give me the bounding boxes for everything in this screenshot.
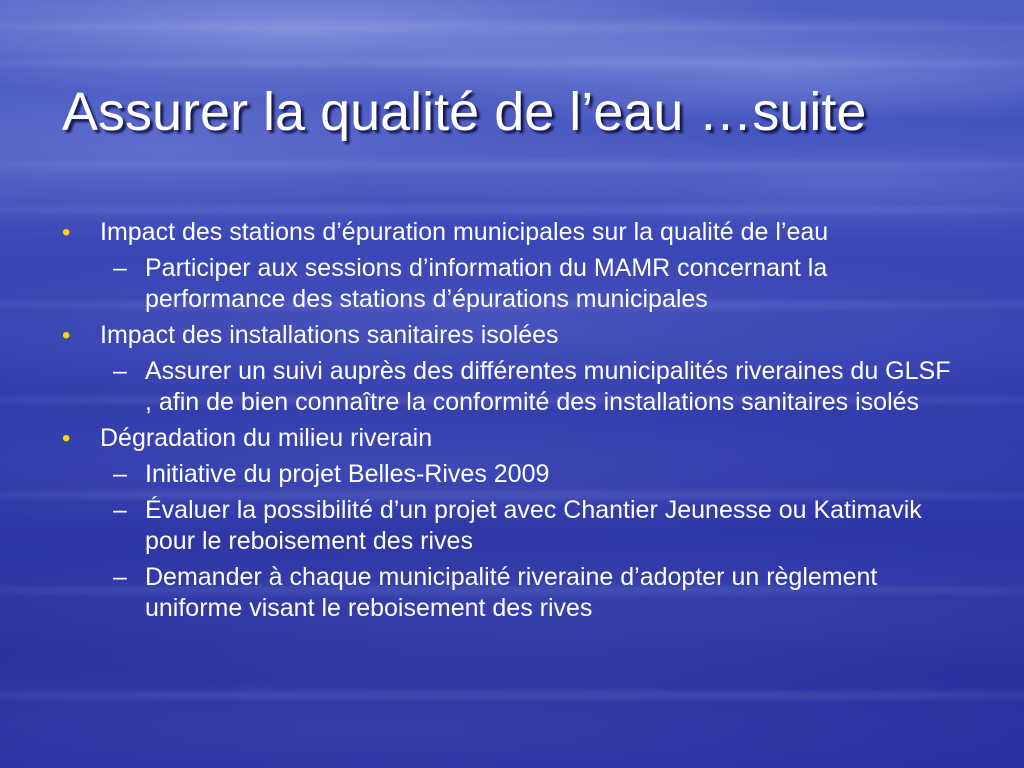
sub-bullet-text: Initiative du projet Belles-Rives 2009 [145,460,550,488]
sub-bullet-text: Évaluer la possibilité d’un projet avec Chantier Jeunesse ou Katimavik pour le reboisement des rives [145,496,922,555]
sub-bullet-item [58,495,958,557]
bullet-icon: • [62,425,71,452]
water-texture [0,690,1024,700]
sub-bullet-item [58,356,958,418]
dash-icon: – [113,563,127,591]
bullet-icon: • [62,322,71,349]
slide-title: Assurer la qualité de l’eau …suite [62,82,867,142]
sub-bullet-item [58,459,958,490]
bullet-item [58,423,958,454]
bullet-text: Impact des installations sanitaires isolées [100,321,559,349]
bullet-icon: • [62,219,71,246]
water-texture [0,205,1024,215]
bullet-text: Dégradation du milieu riverain [100,424,433,452]
water-texture [0,160,1024,170]
sub-bullet-text: Participer aux sessions d’information du MAMR concernant la performance des stations d’épurations municipales [145,254,828,313]
sub-bullet-item [58,253,958,315]
bullet-item [58,217,958,248]
sub-bullet-item [58,562,958,624]
bullet-list [58,217,958,624]
water-texture [0,22,1024,32]
water-texture [0,58,1024,68]
bullet-text: Impact des stations d’épuration municipales sur la qualité de l’eau [100,218,829,246]
dash-icon: – [113,254,127,282]
sub-bullet-text: Assurer un suivi auprès des différentes municipalités riveraines du GLSF , afin de bien connaître la conformité des installations sanitaires isolés [145,357,951,416]
sub-bullet-text: Demander à chaque municipalité riveraine d’adopter un règlement uniforme visant le reboisement des rives [145,563,878,622]
dash-icon: – [113,496,127,524]
bullet-item [58,320,958,351]
dash-icon: – [113,460,127,488]
dash-icon: – [113,357,127,385]
